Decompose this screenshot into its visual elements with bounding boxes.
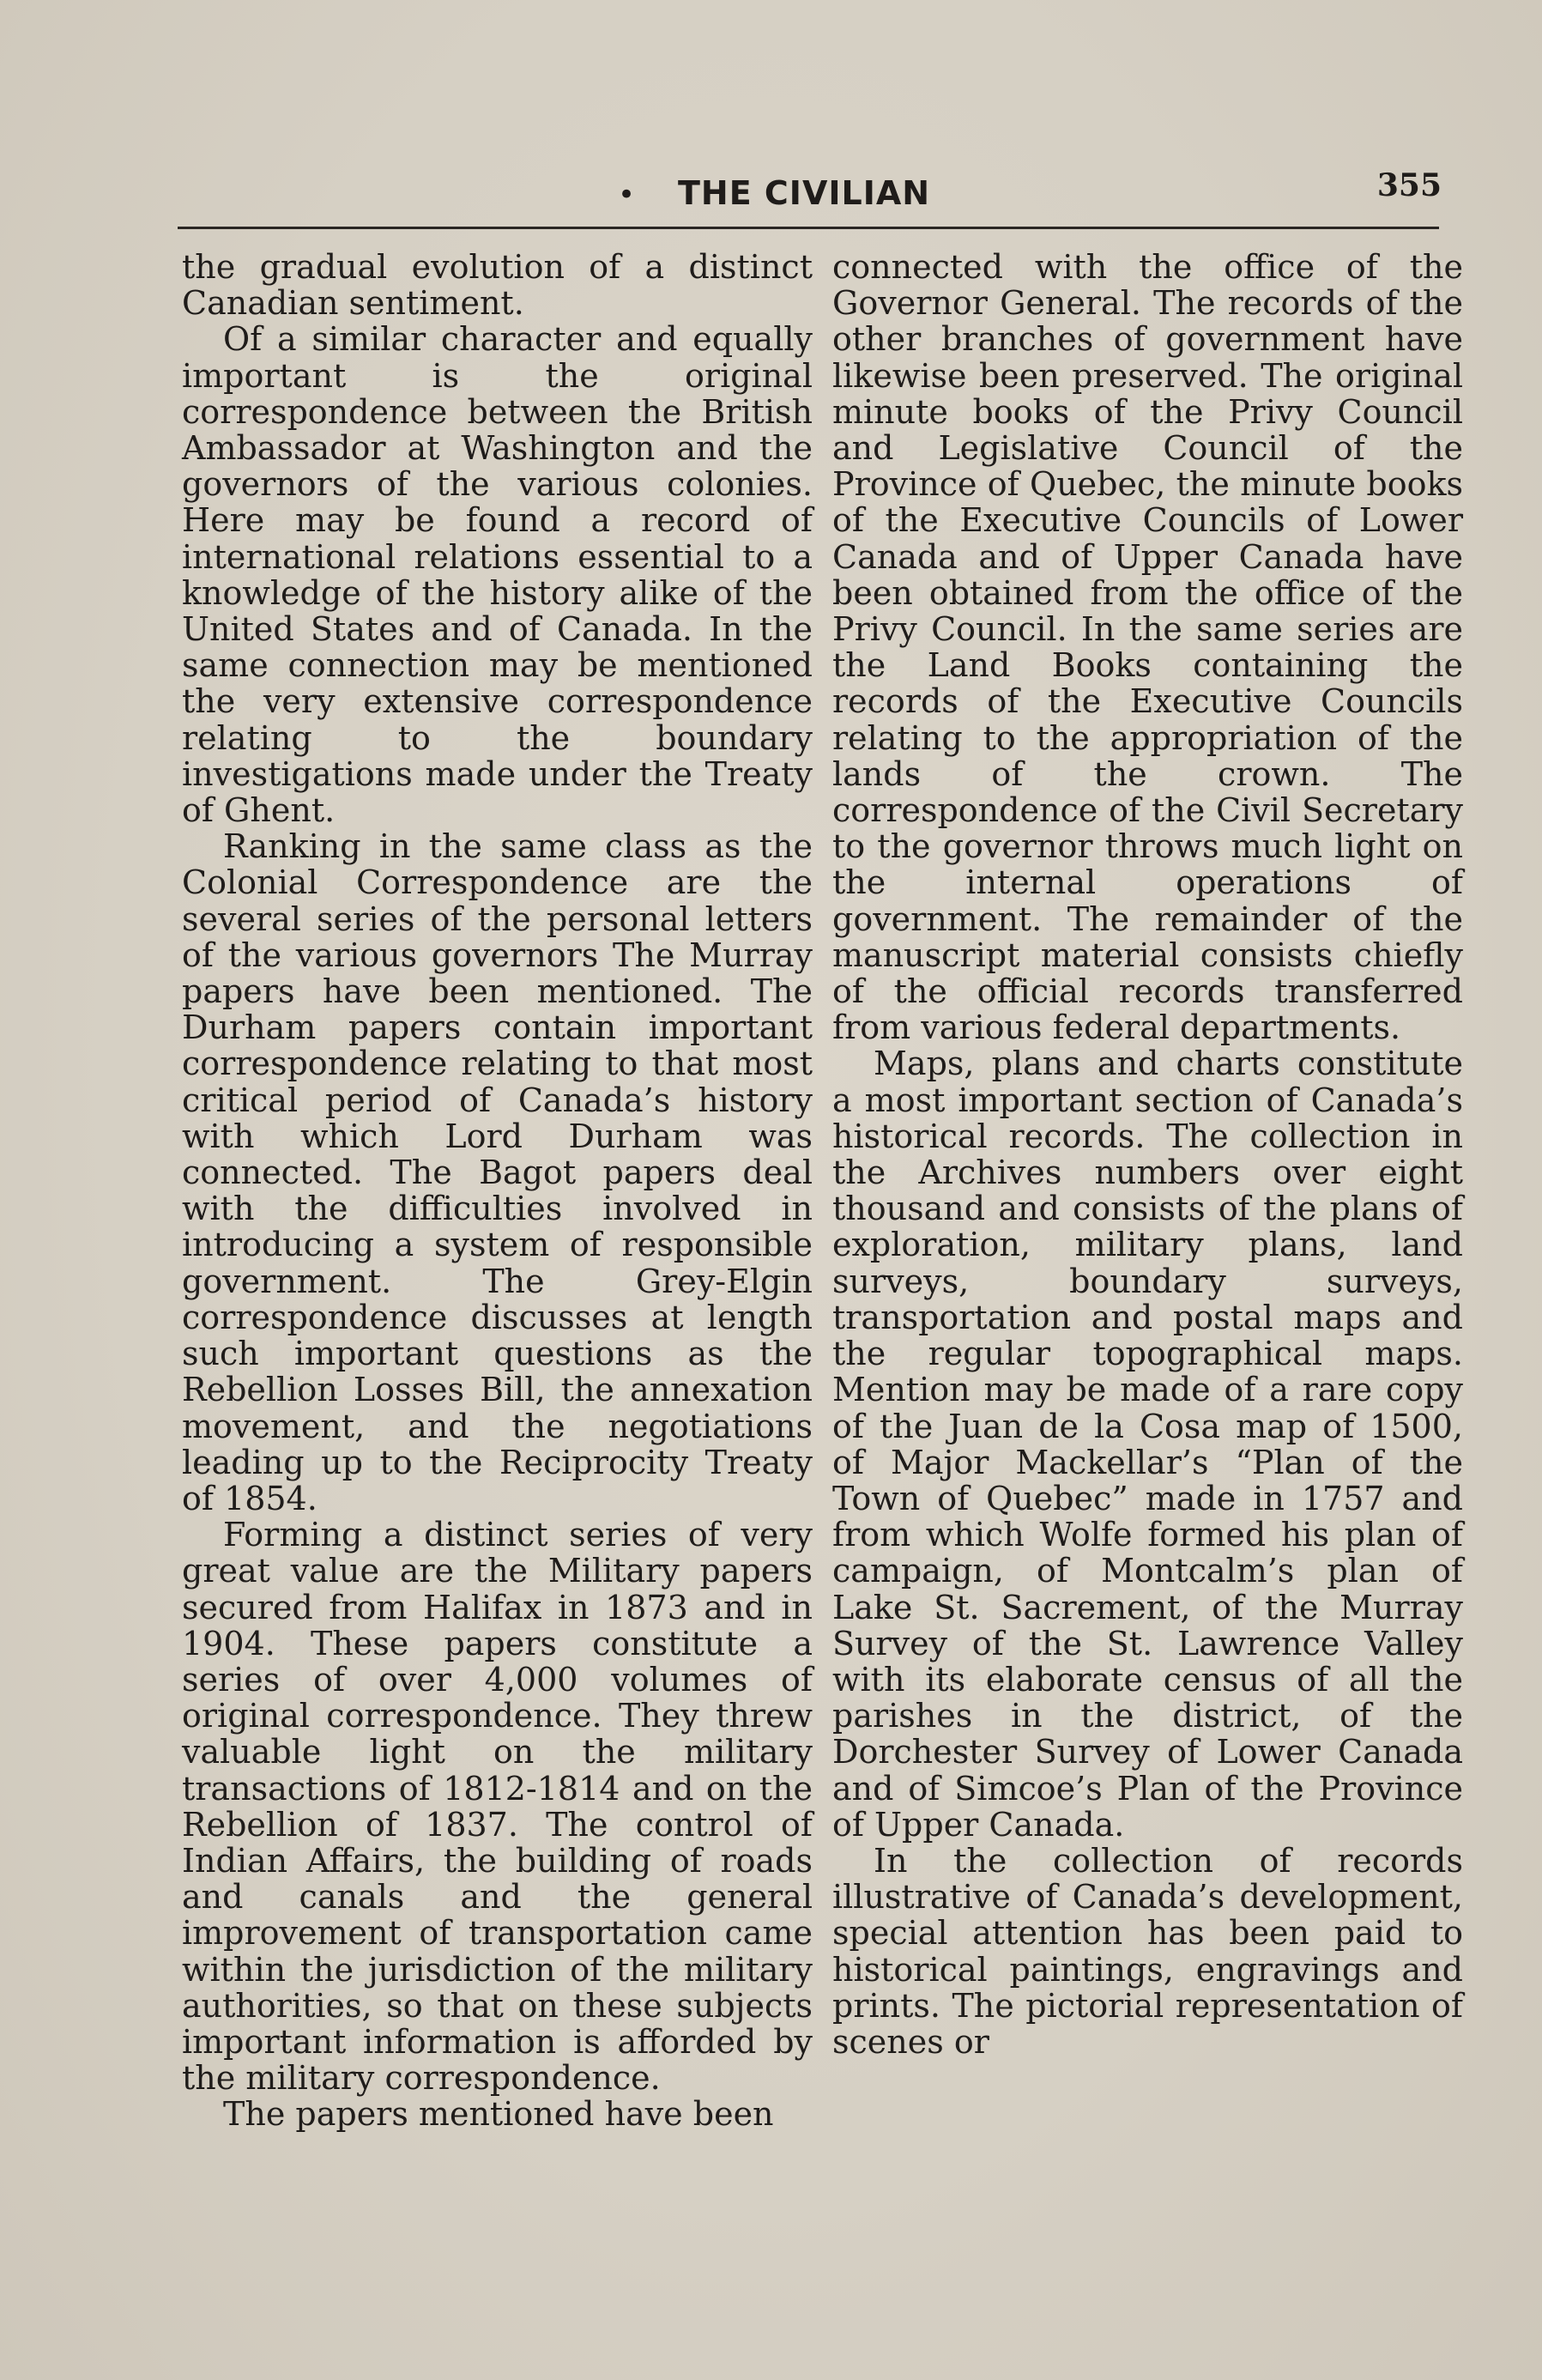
paragraph: connected with the office of the Governor General. The records of the other branches of government have likewise been preserved. The original minute books of the Privy Council and Legislative Council of the Province of Quebec, the minute books of the Executive Councils of Lower Canada and of Upper Canada have been obtained from the office of the Privy Council. In the same series are the Land Books containing the records of the Executive Councils relating to the appropriation of the lands of the crown. The correspondence of the Civil Secretary to the governor throws much light on the internal operations of government. The remainder of the manuscript material consists chiefly of the official records transferred from various federal departments. (832, 248, 1463, 1047)
paragraph: Of a similar character and equally important is the original correspondence between the British Ambassador at Washington and the governors of the various colonies. Here may be found a record of international relations essential to a knowledge of the history alike of the United States and of Canada. In the same connection may be mentioned the very extensive correspondence relating to the boundary investigations made under the Treaty of Ghent. (182, 320, 813, 830)
journal-title: THE CIVILIAN (678, 174, 931, 212)
page-number: 355 (1376, 167, 1442, 203)
paragraph: Maps, plans and charts constitute a most important section of Canada’s historical records. The collection in the Archives numbers over eight thousand and consists of the plans of exploration, military plans, land surveys, boundary surveys, transportation and postal maps and the regular topographical maps. Mention may be made of a rare copy of the Juan de la Cosa map of 1500, of Major Mackellar’s “Plan of the Town of Quebec” made in 1757 and from which Wolfe formed his plan of campaign, of Montcalm’s plan of Lake St. Sacrement, of the Murray Survey of the St. Lawrence Valley with its elaborate census of all the parishes in the district, of the Dorchester Survey of Lower Canada and of Simcoe’s Plan of the Province of Upper Canada. (832, 1045, 1463, 1844)
right-column (832, 249, 1463, 2060)
paragraph: In the collection of records illustrative of Canada’s development, special attention has been paid to historical paintings, engravings and prints. The pictorial representation of scenes or (832, 1841, 1463, 2061)
paragraph: Forming a distinct series of very great value are the Military papers secured from Halifax in 1873 and in 1904. These papers constitute a series of over 4,000 volumes of original correspondence. They threw valuable light on the military transactions of 1812-1814 and on the Rebellion of 1837. The control of Indian Affairs, the building of roads and canals and the general improvement of transportation came within the jurisdiction of the military authorities, so that on these subjects important information is afforded by the military correspondence. (182, 1516, 813, 2098)
header-rule (178, 227, 1439, 229)
running-header (172, 167, 1442, 219)
paragraph: Ranking in the same class as the Colonial Correspondence are the several series of the personal letters of the various governors The Murray papers have been mentioned. The Durham papers contain important correspondence relating to that most critical period of Canada’s history with which Lord Durham was connected. The Bagot papers deal with the difficulties involved in introducing a system of responsible government. The Grey-Elgin correspondence discusses at length such important questions as the Rebellion Losses Bill, the annexation movement, and the negotiations leading up to the Reciprocity Treaty of 1854. (182, 827, 813, 1517)
paragraph: The papers mentioned have been (223, 2095, 774, 2134)
paragraph: the gradual evolution of a distinct Canadian sentiment. (182, 248, 813, 323)
header-bullet: • (618, 178, 636, 212)
left-column (182, 249, 813, 2133)
